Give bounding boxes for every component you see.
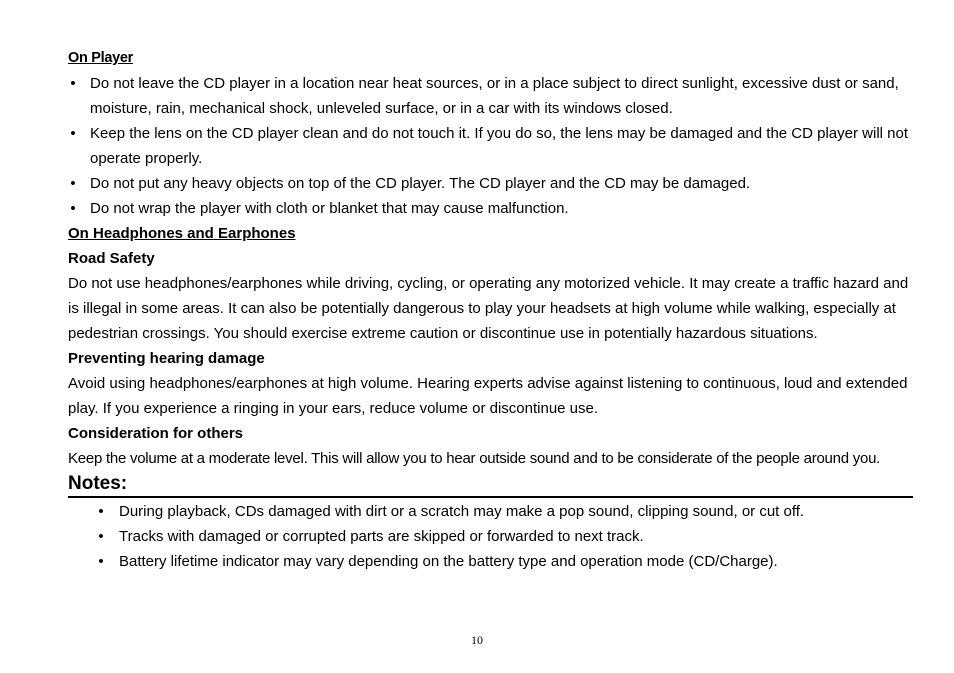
list-item-text: Do not leave the CD player in a location near heat sources, or in a place subject to direct sunlight, excessive dust or sand, moisture, rain, mechanical shock, unleveled surface, or in a car with its windows closed. [90,75,899,117]
document-page [68,46,911,574]
list-item-text: Keep the lens on the CD player clean and do not touch it. If you do so, the lens may be damaged and the CD player will not operate properly. [90,125,908,167]
headphones-title: On Headphones and Earphones [68,225,296,242]
others-heading: Consideration for others [68,425,244,442]
bullet-icon: • [98,553,104,570]
hearing-heading: Preventing hearing damage [68,350,265,367]
page-number: 10 [471,633,483,647]
note-text: Tracks with damaged or corrupted parts are skipped or forwarded to next track. [119,528,644,545]
note-text: During playback, CDs damaged with dirt or a scratch may make a pop sound, clipping sound, or cut off. [119,503,805,520]
bullet-icon: • [70,75,76,92]
list-item-text: Do not put any heavy objects on top of the CD player. The CD player and the CD may be damaged. [90,175,751,192]
list-item [96,499,911,524]
notes-title: Notes: [68,473,128,494]
bullet-icon: • [98,528,104,545]
bullet-icon: • [70,125,76,142]
bullet-icon: • [70,200,76,217]
others-text: Keep the volume at a moderate level. This will allow you to hear outside sound and to be considerate of the people around you. [68,450,881,467]
note-text: Battery lifetime indicator may vary depending on the battery type and operation mode (CD/Charge). [119,553,778,570]
list-item-text: Do not wrap the player with cloth or blanket that may cause malfunction. [90,200,569,217]
road-safety-heading: Road Safety [68,250,155,267]
notes-divider [68,496,913,498]
on-player-title: On Player [68,50,133,66]
list-item [68,171,911,196]
hearing-text: Avoid using headphones/earphones at high volume. Hearing experts advise against listening to continuous, loud and extended play. If you experience a ringing in your ears, reduce volume or discontinue use. [68,375,908,417]
list-item [68,121,911,171]
bullet-icon: • [70,175,76,192]
bullet-icon: • [98,503,104,520]
list-item [68,196,911,221]
list-item [68,71,911,121]
road-safety-text: Do not use headphones/earphones while driving, cycling, or operating any motorized vehicle. It may create a traffic hazard and is illegal in some areas. It can also be potentially dangerous to play your headsets at high volume while walking, especially at pedestrian crossings. You should exercise extreme caution or discontinue use in potentially hazardous situations. [68,275,909,342]
on-player-list [68,71,911,221]
list-item [96,549,911,574]
notes-list [68,499,911,574]
list-item [96,524,911,549]
